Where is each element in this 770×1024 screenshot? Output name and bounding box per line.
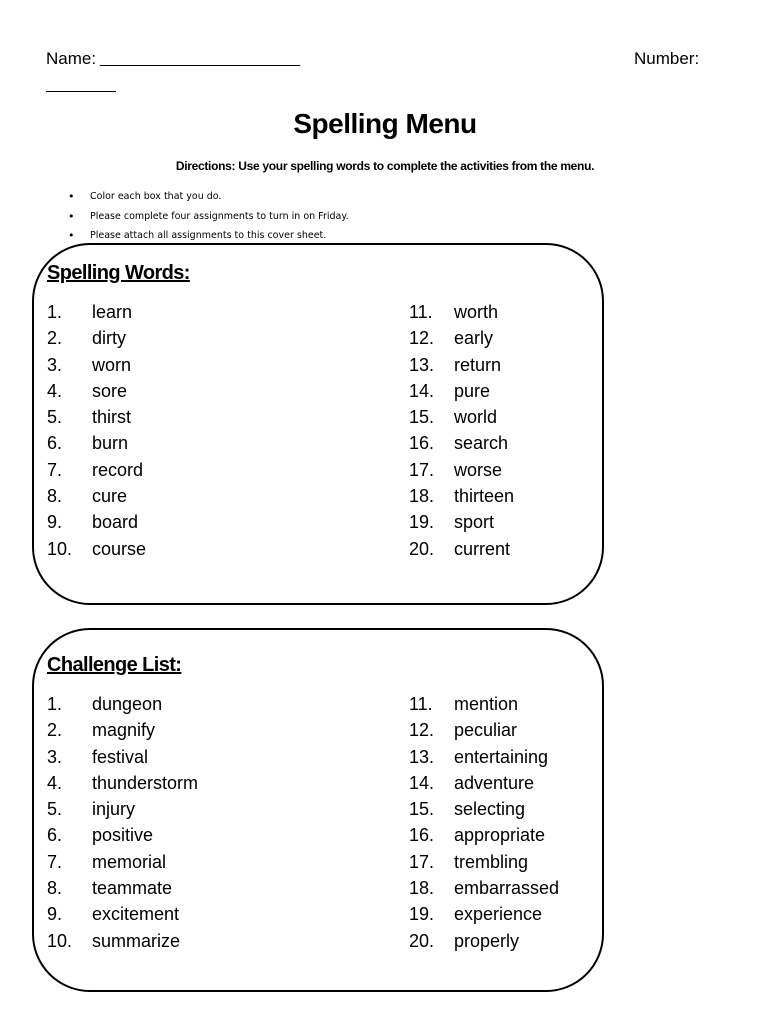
challenge-list-left-column	[47, 691, 198, 954]
list-item: 19. sport	[409, 512, 495, 533]
list-item: 2. dirty	[47, 328, 127, 349]
challenge-list-right-column	[409, 691, 559, 954]
list-item: 7. memorial	[47, 851, 167, 872]
challenge-list-box	[32, 628, 604, 992]
list-item: 20. properly	[409, 930, 520, 951]
list-item: 12. peculiar	[409, 720, 518, 741]
list-item: 1. dungeon	[47, 694, 163, 714]
list-item: 4. thunderstorm	[47, 772, 199, 793]
spelling-words-right-column	[409, 299, 514, 562]
challenge-list-heading: Challenge List:	[47, 654, 182, 676]
list-item: 9. board	[47, 512, 139, 533]
list-item: 13. entertaining	[409, 746, 549, 767]
list-item: 14. pure	[409, 380, 491, 401]
list-item: 8. teammate	[47, 878, 173, 899]
instruction-item: • Please complete four assignments to turn in on Friday.	[68, 209, 349, 229]
list-item: 11. mention	[409, 694, 519, 714]
list-item: 18. embarrassed	[409, 878, 560, 899]
list-item: 17. worse	[409, 459, 503, 480]
page-title: Spelling Menu	[293, 108, 477, 139]
list-item: 10. summarize	[47, 930, 181, 951]
spelling-words-left-column	[47, 299, 146, 562]
list-item: 16. appropriate	[409, 825, 546, 846]
list-item: 15. selecting	[409, 799, 526, 820]
list-item: 6. burn	[47, 433, 129, 454]
list-item: 16. search	[409, 433, 509, 454]
list-item: 14. adventure	[409, 772, 535, 793]
name-blank-line	[100, 49, 300, 66]
list-item: 8. cure	[47, 486, 128, 507]
list-item: 15. world	[409, 407, 498, 428]
list-item: 9. excitement	[47, 904, 180, 925]
list-item: 20. current	[409, 538, 511, 559]
list-item: 3. festival	[47, 746, 149, 767]
number-label: Number:	[634, 49, 700, 68]
list-item: 5. thirst	[47, 407, 132, 428]
instruction-list	[68, 189, 349, 248]
name-label: Name:	[46, 49, 97, 68]
list-item: 6. positive	[47, 825, 154, 846]
number-blank-line	[46, 91, 116, 92]
spelling-words-heading: Spelling Words:	[47, 262, 190, 284]
list-item: 12. early	[409, 328, 494, 349]
list-item: 7. record	[47, 459, 144, 480]
list-item: 1. learn	[47, 302, 133, 322]
list-item: 19. experience	[409, 904, 543, 925]
directions-text: Directions: Use your spelling words to complete the activities from the menu.	[175, 159, 595, 173]
list-item: 13. return	[409, 354, 502, 375]
list-item: 2. magnify	[47, 720, 156, 741]
name-field	[46, 49, 300, 69]
list-item: 10. course	[47, 538, 147, 559]
list-item: 3. worn	[47, 354, 132, 375]
list-item: 5. injury	[47, 799, 136, 820]
instruction-item: • Please attach all assignments to this cover sheet.	[68, 228, 349, 248]
spelling-words-box	[32, 243, 604, 605]
list-item: 4. sore	[47, 380, 128, 401]
list-item: 11. worth	[409, 302, 499, 322]
list-item: 17. trembling	[409, 851, 529, 872]
list-item: 18. thirteen	[409, 486, 515, 507]
instruction-item: • Color each box that you do.	[68, 189, 349, 209]
